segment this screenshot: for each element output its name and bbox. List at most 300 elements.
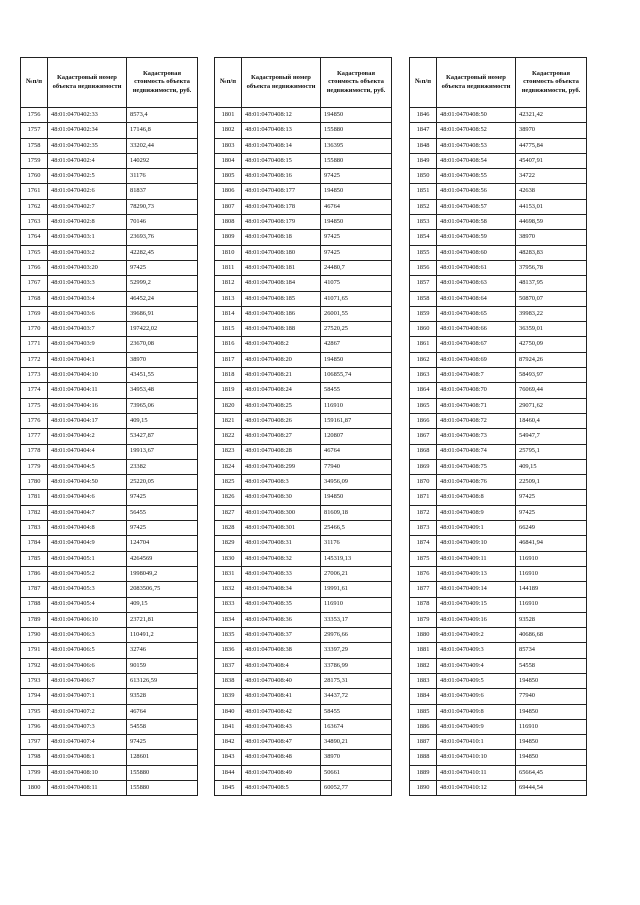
table-row (21, 276, 198, 291)
cadastral-number: 48:01:0470408:8 (437, 490, 516, 505)
row-number: 1878 (410, 597, 437, 612)
cadastral-cost: 70146 (127, 215, 198, 230)
row-number: 1848 (410, 138, 437, 153)
cadastral-number: 48:01:0470408:61 (437, 260, 516, 275)
cadastral-cost: 19991,61 (321, 582, 392, 597)
row-number: 1847 (410, 123, 437, 138)
table-row (410, 719, 587, 734)
cadastral-cost: 44698,59 (516, 215, 587, 230)
cadastral-cost: 124704 (127, 536, 198, 551)
row-number: 1810 (215, 245, 242, 260)
row-number: 1873 (410, 521, 437, 536)
cadastral-number: 48:01:0470407:1 (48, 689, 127, 704)
row-number: 1818 (215, 368, 242, 383)
table-row (215, 215, 392, 230)
table-row (215, 276, 392, 291)
cadastral-number: 48:01:0470404:5 (48, 459, 127, 474)
table-row (410, 765, 587, 780)
cadastral-cost: 34722 (516, 169, 587, 184)
cadastral-cost: 77940 (516, 689, 587, 704)
cadastral-number: 48:01:0470408:24 (242, 383, 321, 398)
row-number: 1858 (410, 291, 437, 306)
cadastral-cost: 65664,45 (516, 765, 587, 780)
cadastral-cost: 42321,42 (516, 108, 587, 123)
header-number: №п/п (215, 58, 242, 108)
cadastral-number: 48:01:0470407:4 (48, 735, 127, 750)
cadastral-number: 48:01:0470410:1 (437, 735, 516, 750)
cadastral-cost: 34956,09 (321, 475, 392, 490)
cadastral-number: 48:01:0470408:12 (242, 108, 321, 123)
cadastral-cost: 32746 (127, 643, 198, 658)
table-row (21, 566, 198, 581)
cadastral-cost: 31176 (321, 536, 392, 551)
cadastral-cost: 77940 (321, 459, 392, 474)
table-row (410, 704, 587, 719)
row-number: 1773 (21, 368, 48, 383)
row-number: 1817 (215, 352, 242, 367)
row-number: 1868 (410, 444, 437, 459)
table-row (410, 612, 587, 627)
cadastral-cost: 194850 (516, 750, 587, 765)
row-number: 1865 (410, 398, 437, 413)
table-row (21, 230, 198, 245)
cadastral-cost: 27520,25 (321, 322, 392, 337)
row-number: 1790 (21, 628, 48, 643)
table-row (21, 138, 198, 153)
row-number: 1824 (215, 459, 242, 474)
row-number: 1778 (21, 444, 48, 459)
row-number: 1852 (410, 199, 437, 214)
cadastral-number: 48:01:0470403:3 (48, 276, 127, 291)
table-header-row (410, 58, 587, 108)
cadastral-number: 48:01:0470409:1 (437, 521, 516, 536)
cadastral-number: 48:01:0470403:2 (48, 245, 127, 260)
cadastral-number: 48:01:0470408:32 (242, 551, 321, 566)
table-row (215, 551, 392, 566)
row-number: 1832 (215, 582, 242, 597)
row-number: 1853 (410, 215, 437, 230)
cadastral-number: 48:01:0470408:63 (437, 276, 516, 291)
cadastral-cost: 78290,73 (127, 199, 198, 214)
row-number: 1826 (215, 490, 242, 505)
cadastral-number: 48:01:0470408:2 (242, 337, 321, 352)
table-row (21, 108, 198, 123)
cadastral-table-1 (20, 57, 198, 796)
table-row (21, 628, 198, 643)
table-row (21, 413, 198, 428)
row-number: 1805 (215, 169, 242, 184)
table-row (215, 750, 392, 765)
cadastral-cost: 38970 (321, 750, 392, 765)
cadastral-cost: 58455 (321, 383, 392, 398)
row-number: 1867 (410, 429, 437, 444)
row-number: 1764 (21, 230, 48, 245)
cadastral-cost: 31176 (127, 169, 198, 184)
header-cadastral-cost: Кадастровая стоимость объекта недвижимости, руб. (321, 58, 392, 108)
cadastral-number: 48:01:0470409:11 (437, 551, 516, 566)
table-row (21, 521, 198, 536)
table-row (215, 368, 392, 383)
cadastral-number: 48:01:0470404:17 (48, 413, 127, 428)
table-row (21, 337, 198, 352)
cadastral-cost: 155880 (127, 765, 198, 780)
row-number: 1793 (21, 673, 48, 688)
table-row (410, 566, 587, 581)
cadastral-number: 48:01:0470408:179 (242, 215, 321, 230)
row-number: 1821 (215, 413, 242, 428)
cadastral-number: 48:01:0470408:186 (242, 306, 321, 321)
cadastral-number: 48:01:0470408:26 (242, 413, 321, 428)
table-row (410, 138, 587, 153)
cadastral-cost: 409,15 (516, 459, 587, 474)
cadastral-cost: 106855,74 (321, 368, 392, 383)
header-cadastral-cost: Кадастровая стоимость объекта недвижимости, руб. (516, 58, 587, 108)
cadastral-cost: 27006,21 (321, 566, 392, 581)
table-row (215, 658, 392, 673)
cadastral-cost: 93528 (127, 689, 198, 704)
cadastral-number: 48:01:0470408:64 (437, 291, 516, 306)
table-row (21, 123, 198, 138)
table-row (21, 597, 198, 612)
cadastral-cost: 23670,08 (127, 337, 198, 352)
row-number: 1809 (215, 230, 242, 245)
cadastral-number: 48:01:0470408:36 (242, 612, 321, 627)
cadastral-number: 48:01:0470406:6 (48, 658, 127, 673)
cadastral-cost: 116910 (516, 719, 587, 734)
table-row (410, 291, 587, 306)
cadastral-number: 48:01:0470408:53 (437, 138, 516, 153)
cadastral-cost: 120807 (321, 429, 392, 444)
cadastral-number: 48:01:0470402:4 (48, 153, 127, 168)
table-row (215, 429, 392, 444)
cadastral-number: 48:01:0470409:5 (437, 673, 516, 688)
row-number: 1855 (410, 245, 437, 260)
cadastral-cost: 194850 (321, 215, 392, 230)
table-row (21, 505, 198, 520)
cadastral-number: 48:01:0470402:5 (48, 169, 127, 184)
row-number: 1863 (410, 368, 437, 383)
cadastral-number: 48:01:0470408:1 (48, 750, 127, 765)
row-number: 1844 (215, 765, 242, 780)
row-number: 1883 (410, 673, 437, 688)
table-row (215, 260, 392, 275)
table-row (215, 673, 392, 688)
table-row (410, 276, 587, 291)
table-row (21, 322, 198, 337)
cadastral-number: 48:01:0470408:185 (242, 291, 321, 306)
row-number: 1795 (21, 704, 48, 719)
cadastral-number: 48:01:0470408:66 (437, 322, 516, 337)
row-number: 1789 (21, 612, 48, 627)
cadastral-number: 48:01:0470408:299 (242, 459, 321, 474)
cadastral-number: 48:01:0470409:8 (437, 704, 516, 719)
table-row (215, 413, 392, 428)
cadastral-cost: 116910 (516, 566, 587, 581)
row-number: 1872 (410, 505, 437, 520)
row-number: 1862 (410, 352, 437, 367)
table-row (410, 245, 587, 260)
table-row (21, 643, 198, 658)
cadastral-cost: 19913,67 (127, 444, 198, 459)
row-number: 1876 (410, 566, 437, 581)
table-row (215, 765, 392, 780)
table-row (21, 306, 198, 321)
table-row (215, 108, 392, 123)
cadastral-number: 48:01:0470408:55 (437, 169, 516, 184)
cadastral-cost: 194850 (321, 108, 392, 123)
row-number: 1794 (21, 689, 48, 704)
table-body (410, 108, 587, 796)
cadastral-cost: 194850 (516, 673, 587, 688)
row-number: 1877 (410, 582, 437, 597)
cadastral-number: 48:01:0470408:42 (242, 704, 321, 719)
table-row (215, 566, 392, 581)
table-row (215, 352, 392, 367)
table-row (215, 199, 392, 214)
table-row (21, 352, 198, 367)
cadastral-cost: 53427,87 (127, 429, 198, 444)
cadastral-number: 48:01:0470408:30 (242, 490, 321, 505)
cadastral-number: 48:01:0470408:59 (437, 230, 516, 245)
row-number: 1880 (410, 628, 437, 643)
cadastral-number: 48:01:0470403:1 (48, 230, 127, 245)
cadastral-number: 48:01:0470408:40 (242, 673, 321, 688)
table-row (410, 413, 587, 428)
table-row (410, 658, 587, 673)
row-number: 1807 (215, 199, 242, 214)
row-number: 1822 (215, 429, 242, 444)
cadastral-number: 48:01:0470408:7 (437, 368, 516, 383)
table-row (21, 704, 198, 719)
table-row (410, 582, 587, 597)
cadastral-number: 48:01:0470408:50 (437, 108, 516, 123)
cadastral-number: 48:01:0470408:11 (48, 781, 127, 796)
row-number: 1770 (21, 322, 48, 337)
table-row (410, 230, 587, 245)
table-row (410, 398, 587, 413)
table-row (215, 230, 392, 245)
cadastral-cost: 46764 (321, 444, 392, 459)
table-row (410, 199, 587, 214)
cadastral-cost: 34890,21 (321, 735, 392, 750)
table-row (410, 184, 587, 199)
cadastral-cost: 33202,44 (127, 138, 198, 153)
table-row (21, 215, 198, 230)
cadastral-number: 48:01:0470402:6 (48, 184, 127, 199)
table-row (21, 781, 198, 796)
row-number: 1836 (215, 643, 242, 658)
table-row (410, 673, 587, 688)
cadastral-cost: 26001,55 (321, 306, 392, 321)
row-number: 1827 (215, 505, 242, 520)
cadastral-cost: 116910 (321, 398, 392, 413)
row-number: 1804 (215, 153, 242, 168)
cadastral-number: 48:01:0470408:4 (242, 658, 321, 673)
cadastral-cost: 54558 (516, 658, 587, 673)
cadastral-cost: 29071,62 (516, 398, 587, 413)
table-row (215, 169, 392, 184)
table-row (410, 444, 587, 459)
row-number: 1798 (21, 750, 48, 765)
cadastral-cost: 97425 (321, 245, 392, 260)
table-row (410, 260, 587, 275)
cadastral-number: 48:01:0470410:12 (437, 781, 516, 796)
table-row (215, 291, 392, 306)
table-row (215, 582, 392, 597)
cadastral-cost: 2083506,75 (127, 582, 198, 597)
table-row (21, 750, 198, 765)
cadastral-cost: 42867 (321, 337, 392, 352)
cadastral-cost: 58455 (321, 704, 392, 719)
row-number: 1780 (21, 475, 48, 490)
cadastral-cost: 54947,7 (516, 429, 587, 444)
cadastral-number: 48:01:0470408:34 (242, 582, 321, 597)
cadastral-number: 48:01:0470402:8 (48, 215, 127, 230)
table-row (215, 306, 392, 321)
cadastral-number: 48:01:0470409:10 (437, 536, 516, 551)
cadastral-cost: 41071,65 (321, 291, 392, 306)
cadastral-cost: 116910 (516, 551, 587, 566)
row-number: 1768 (21, 291, 48, 306)
cadastral-cost: 52999,2 (127, 276, 198, 291)
cadastral-cost: 155880 (321, 153, 392, 168)
cadastral-number: 48:01:0470403:20 (48, 260, 127, 275)
row-number: 1885 (410, 704, 437, 719)
cadastral-cost: 38970 (516, 230, 587, 245)
row-number: 1851 (410, 184, 437, 199)
cadastral-cost: 97425 (321, 169, 392, 184)
row-number: 1869 (410, 459, 437, 474)
row-number: 1829 (215, 536, 242, 551)
cadastral-number: 48:01:0470403:7 (48, 322, 127, 337)
cadastral-cost: 43451,55 (127, 368, 198, 383)
cadastral-number: 48:01:0470408:54 (437, 153, 516, 168)
table-row (410, 490, 587, 505)
table-row (410, 306, 587, 321)
row-number: 1781 (21, 490, 48, 505)
cadastral-number: 48:01:0470409:9 (437, 719, 516, 734)
row-number: 1839 (215, 689, 242, 704)
cadastral-number: 48:01:0470408:69 (437, 352, 516, 367)
cadastral-number: 48:01:0470408:28 (242, 444, 321, 459)
cadastral-cost: 42750,09 (516, 337, 587, 352)
table-row (410, 475, 587, 490)
cadastral-number: 48:01:0470402:33 (48, 108, 127, 123)
row-number: 1833 (215, 597, 242, 612)
cadastral-cost: 36359,01 (516, 322, 587, 337)
table-row (410, 735, 587, 750)
cadastral-cost: 128601 (127, 750, 198, 765)
cadastral-number: 48:01:0470402:34 (48, 123, 127, 138)
table-row (215, 322, 392, 337)
table-row (21, 658, 198, 673)
row-number: 1760 (21, 169, 48, 184)
row-number: 1843 (215, 750, 242, 765)
cadastral-number: 48:01:0470408:38 (242, 643, 321, 658)
header-cadastral-cost: Кадастровая стоимость объекта недвижимости, руб. (127, 58, 198, 108)
cadastral-number: 48:01:0470406:5 (48, 643, 127, 658)
row-number: 1762 (21, 199, 48, 214)
cadastral-number: 48:01:0470409:4 (437, 658, 516, 673)
row-number: 1866 (410, 413, 437, 428)
row-number: 1888 (410, 750, 437, 765)
cadastral-table-2 (214, 57, 392, 796)
row-number: 1777 (21, 429, 48, 444)
cadastral-number: 48:01:0470408:301 (242, 521, 321, 536)
table-row (21, 429, 198, 444)
cadastral-number: 48:01:0470408:71 (437, 398, 516, 413)
table-row (21, 735, 198, 750)
cadastral-cost: 194850 (321, 184, 392, 199)
row-number: 1813 (215, 291, 242, 306)
table-row (410, 368, 587, 383)
cadastral-number: 48:01:0470406:10 (48, 612, 127, 627)
cadastral-cost: 38970 (516, 123, 587, 138)
cadastral-number: 48:01:0470404:4 (48, 444, 127, 459)
row-number: 1842 (215, 735, 242, 750)
cadastral-cost: 33786,99 (321, 658, 392, 673)
header-cadastral-number: Кадастровый номер объекта недвижимости (242, 58, 321, 108)
row-number: 1825 (215, 475, 242, 490)
cadastral-cost: 85734 (516, 643, 587, 658)
cadastral-cost: 33353,17 (321, 612, 392, 627)
cadastral-cost: 29976,66 (321, 628, 392, 643)
table-row (410, 123, 587, 138)
row-number: 1802 (215, 123, 242, 138)
cadastral-cost: 40686,68 (516, 628, 587, 643)
row-number: 1779 (21, 459, 48, 474)
cadastral-number: 48:01:0470408:300 (242, 505, 321, 520)
row-number: 1812 (215, 276, 242, 291)
table-row (21, 169, 198, 184)
row-number: 1786 (21, 566, 48, 581)
cadastral-number: 48:01:0470403:4 (48, 291, 127, 306)
table-header-row (215, 58, 392, 108)
cadastral-cost: 46452,24 (127, 291, 198, 306)
row-number: 1803 (215, 138, 242, 153)
row-number: 1767 (21, 276, 48, 291)
row-number: 1796 (21, 719, 48, 734)
cadastral-number: 48:01:0470408:177 (242, 184, 321, 199)
cadastral-cost: 197422,02 (127, 322, 198, 337)
table-row (21, 551, 198, 566)
cadastral-number: 48:01:0470408:18 (242, 230, 321, 245)
row-number: 1769 (21, 306, 48, 321)
cadastral-number: 48:01:0470408:49 (242, 765, 321, 780)
row-number: 1884 (410, 689, 437, 704)
row-number: 1875 (410, 551, 437, 566)
row-number: 1765 (21, 245, 48, 260)
row-number: 1890 (410, 781, 437, 796)
cadastral-number: 48:01:0470408:65 (437, 306, 516, 321)
cadastral-cost: 23721,81 (127, 612, 198, 627)
table-row (215, 597, 392, 612)
cadastral-number: 48:01:0470408:13 (242, 123, 321, 138)
cadastral-number: 48:01:0470408:70 (437, 383, 516, 398)
cadastral-cost: 116910 (516, 597, 587, 612)
cadastral-cost: 97425 (321, 230, 392, 245)
cadastral-cost: 44775,84 (516, 138, 587, 153)
cadastral-number: 48:01:0470407:2 (48, 704, 127, 719)
row-number: 1815 (215, 322, 242, 337)
header-number: №п/п (410, 58, 437, 108)
row-number: 1771 (21, 337, 48, 352)
row-number: 1806 (215, 184, 242, 199)
cadastral-number: 48:01:0470404:2 (48, 429, 127, 444)
row-number: 1874 (410, 536, 437, 551)
cadastral-cost: 24480,7 (321, 260, 392, 275)
table-row (21, 199, 198, 214)
